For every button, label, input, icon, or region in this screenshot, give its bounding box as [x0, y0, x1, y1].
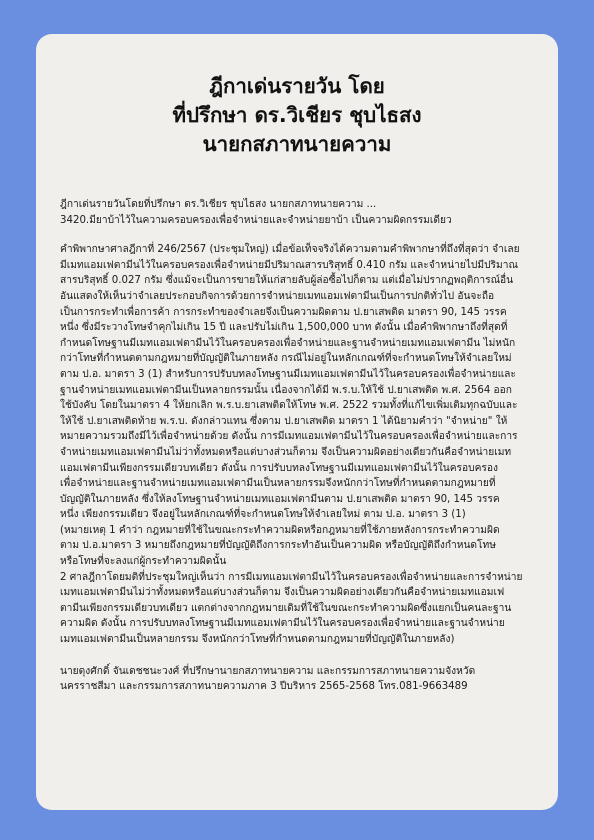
body-line: แอมเฟตามีนเพียงกรรมเดียวบทเดียว ดังนั้น การปรับบทลงโทษฐานมีเมทแอมเฟตามีนไว้ในครอบครอง — [60, 462, 498, 474]
body-line: ตาม ป.อ.มาตรา 3 หมายถึงกฎหมายที่บัญญัติถึงการกระทำอันเป็นความผิด หรือบัญญัติถึงกำหนดโทษ — [60, 540, 496, 552]
body-line: ใช้บังคับ โดยในมาตรา 4 ให้ยกเลิก พ.ร.บ.ยาเสพติดให้โทษ พ.ศ. 2522 รวมทั้งที่แก้ไขเพิ่มเติมทุกฉบับและ — [60, 400, 518, 412]
body-line: หรือโทษที่จะลงแก่ผู้กระทำความผิดนั้น — [60, 556, 227, 568]
document-title — [60, 72, 534, 159]
body-line: เพื่อจำหน่ายและฐานจำหน่ายเมทแอมเฟตามีนเป็นหลายกรรมจึงหนักกว่าโทษที่กำหนดตามกฎหมายที่ — [60, 478, 496, 490]
intro-line: ฎีกาเด่นรายวันโดยที่ปรึกษา ดร.วิเชียร ชุบไธสง นายกสภาทนายความ ... — [60, 199, 377, 210]
title-line: ฎีกาเด่นรายวัน โดย — [209, 74, 385, 98]
body-line: เมทแอมเฟตามีนไม่ว่าทั้งหมดหรือแต่บางส่วนก็ตาม จึงเป็นความผิดอย่างเดียวกันคือจำหน่ายเมทแอมเฟ — [60, 587, 505, 599]
body-line: เมทแอมเฟตามีนเป็นหลายกรรม จึงหนักกว่าโทษที่กำหนดตามกฎหมายที่บัญญัติในภายหลัง) — [60, 634, 455, 646]
body-line: บัญญัติในภายหลัง ซึ่งให้ลงโทษฐานจำหน่ายเมทแอมเฟตามีนตาม ป.ยาเสพติด มาตรา 90, 145 วรรค — [60, 493, 500, 505]
body-line: หนึ่ง ซึ่งมีระวางโทษจำคุกไม่เกิน 15 ปี และปรับไม่เกิน 1,500,000 บาท ดังนั้น เมื่อคำพิพากษาถึงที่สุดที่ — [60, 322, 508, 334]
author-footer — [60, 664, 534, 695]
body-line: กว่าโทษที่กำหนดตามกฎหมายที่บัญญัติในภายหลัง กรณีไม่อยู่ในหลักเกณฑ์ที่จะกำหนดโทษให้จำเลยใหม่ — [60, 353, 512, 365]
body-line: เป็นการกระทำเพื่อการค้า การกระทำของจำเลยจึงเป็นความผิดตาม ป.ยาเสพติด มาตรา 90, 145 วรรค — [60, 306, 507, 318]
body-line: (หมายเหตุ 1 คำว่า กฎหมายที่ใช้ในขณะกระทำความผิดหรือกฎหมายที่ใช้ภายหลังการกระทำความผิด — [60, 524, 500, 536]
body-line: 2 ศาลฎีกาโดยมติที่ประชุมใหญ่เห็นว่า การมีเมทแอมเฟตามีนไว้ในครอบครองเพื่อจำหน่ายและการจำหน่าย — [60, 571, 523, 583]
body-line: อันแสดงให้เห็นว่าจำเลยประกอบกิจการด้วยการจำหน่ายเมทแอมเฟตามีนเป็นการปกติทั่วไป อันจะถือ — [60, 290, 495, 302]
body-line: ให้ใช้ ป.ยาเสพติดท้าย พ.ร.บ. ดังกล่าวแทน ซึ่งตาม ป.ยาเสพติด มาตรา 1 ได้นิยามคำว่า "จำหน่าย" ให้ — [60, 415, 508, 427]
judgment-body — [60, 242, 534, 647]
body-line: กำหนดโทษฐานมีเมทแอมเฟตามีนไว้ในครอบครองเพื่อจำหน่ายและฐานจำหน่ายเมทแอมเฟตามีน ไม่หนัก — [60, 337, 516, 349]
body-line: ความผิด ดังนั้น การปรับบทลงโทษฐานมีเมทแอมเฟตามีนไว้ในครอบครองเพื่อจำหน่ายและฐานจำหน่าย — [60, 618, 505, 630]
body-line: คำพิพากษาศาลฎีกาที่ 246/2567 (ประชุมใหญ่) เมื่อข้อเท็จจริงได้ความตามคำพิพากษาที่ถึงที่สุดว่า จำเลย — [60, 244, 520, 256]
body-line: สารบริสุทธิ์ 0.027 กรัม ซึ่งแม้จะเป็นการขายให้แก่สายลับผู้ล่อซื้อไปก็ตาม แต่เมื่อไม่ปรากฏพฤติการณ์อื่น — [60, 275, 514, 287]
body-line: หนึ่ง เพียงกรรมเดียว จึงอยู่ในหลักเกณฑ์ที่จะกำหนดโทษให้จำเลยใหม่ ตาม ป.อ. มาตรา 3 (1) — [60, 509, 466, 521]
body-line: ฐานจำหน่ายเมทแอมเฟตามีนเป็นหลายกรรมนั้น เนื่องจากได้มี พ.ร.บ.ให้ใช้ ป.ยาเสพติด พ.ศ. 2564 ออก — [60, 384, 512, 396]
body-line: จำหน่ายเมทแอมเฟตามีนไม่ว่าทั้งหมดหรือแต่บางส่วนก็ตาม จึงเป็นความผิดอย่างเดียวกันคือจำหน่ายเมท — [60, 446, 512, 458]
footer-line: นายดุงศักดิ์ จันเดชชนะวงศ์ ที่ปรึกษานายกสภาทนายความ และกรรมการสภาทนายความจังหวัด — [60, 665, 476, 677]
footer-line: นครราชสีมา และกรรมการสภาทนายความภาค 3 ปีบริหาร 2565-2568 โทร.081-9663489 — [60, 681, 468, 693]
intro-paragraph — [60, 197, 534, 228]
title-line: นายกสภาทนายความ — [202, 132, 392, 156]
document-card — [36, 34, 558, 810]
body-line: ตาม ป.อ. มาตรา 3 (1) สำหรับการปรับบทลงโทษฐานมีเมทแอมเฟตามีนไว้ในครอบครองเพื่อจำหน่ายและ — [60, 368, 516, 380]
body-line: มีเมทแอมเฟตามีนไว้ในครอบครองเพื่อจำหน่ายมีปริมาณสารบริสุทธิ์ 0.410 กรัม และจำหน่ายไปมีปริมาณ — [60, 259, 518, 271]
title-line: ที่ปรึกษา ดร.วิเชียร ชุบไธสง — [172, 103, 422, 127]
body-line: หมายความรวมถึงมีไว้เพื่อจำหน่ายด้วย ดังนั้น การมีเมทแอมเฟตามีนไว้ในครอบครองเพื่อจำหน่ายและการ — [60, 431, 518, 443]
intro-line: 3420.มียาบ้าไว้ในความครอบครองเพื่อจำหน่ายและจำหน่ายยาบ้า เป็นความผิดกรรมเดียว — [60, 214, 452, 226]
body-line: ตามีนเพียงกรรมเดียวบทเดียว แตกต่างจากกฎหมายเดิมที่ใช้ในขณะกระทำความผิดซึ่งแยกเป็นคนละฐาน — [60, 602, 512, 614]
